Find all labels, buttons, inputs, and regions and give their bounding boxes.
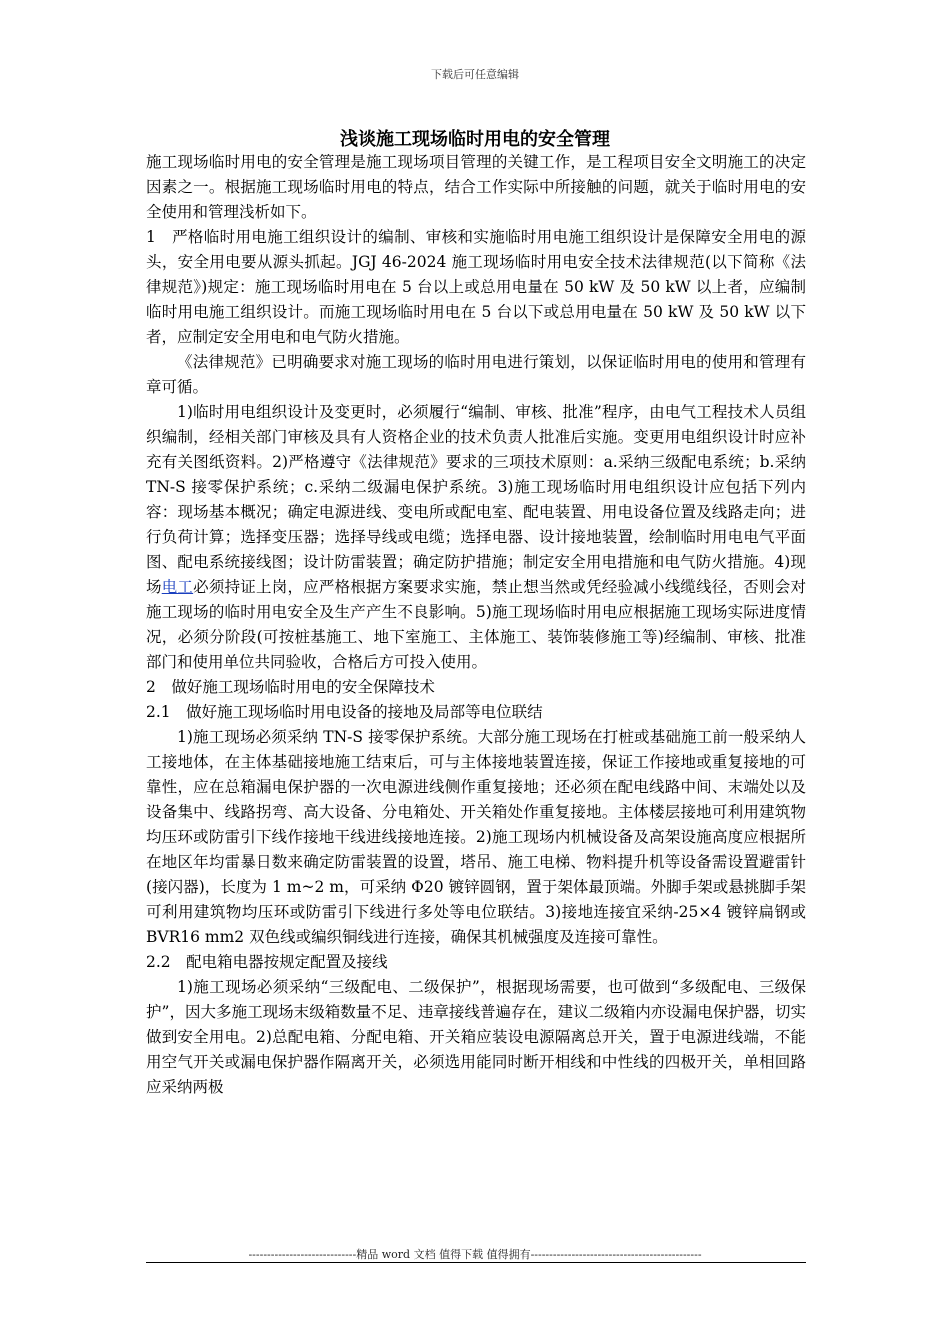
paragraph-text: 必须持证上岗，应严格根据方案要求实施，禁止想当然或凭经验减小线缆线径，否则会对施工现场的临时用电安全及生产产生不良影响。5)施工现场临时用电应根据施工现场实际进度情况，必须分阶段(可按桩基施工、地下室施工、主体施工、装饰装修施工等)经编制、审核、批准部门和使用单位共同验收，合格后方可投入使用。 — [146, 578, 806, 671]
paragraph-requirements — [146, 400, 806, 675]
document-title: 浅谈施工现场临时用电的安全管理 — [340, 129, 610, 150]
document-body — [146, 150, 806, 1100]
header-note: 下载后可任意编辑 — [431, 68, 519, 81]
footer-banner: -----------------------------精品 word 文档 值得下载 值得拥有---------------------------------------------- — [248, 1248, 702, 1261]
paragraph-distribution: 1)施工现场必须采纳“三级配电、二级保护”，根据现场需要，也可做到“多级配电、三级保护”，因大多施工现场末级箱数量不足、违章接线普遍存在，建议二级箱内亦设漏电保护器，切实做到安全用电。2)总配电箱、分配电箱、开关箱应装设电源隔离总开关，置于电源进线端，不能用空气开关或漏电保护器作隔离开关，必须选用能同时断开相线和中性线的四极开关，单相回路应采纳两极 — [146, 978, 806, 1096]
paragraph-text: 1)临时用电组织设计及变更时，必须履行“编制、审核、批准”程序，由电气工程技术人员组织编制，经相关部门审核及具有人资格企业的技术负责人批准后实施。变更用电组织设计时应补充有关图纸资料。2)严格遵守《法律规范》要求的三项技术原则：a.采纳三级配电系统；b.采纳 TN-S 接零保护系统；c.采纳二级漏电保护系统。3)施工现场临时用电组织设计应包括下列内容：现场基本概况；确定电源进线、变电所或配电室、配电装置、用电设备位置及线路走向；进行负荷计算；选择变压器；选择导线或电缆；选择电器、设计接地装置，绘制临时用电电气平面图、配电系统接线图；设计防雷装置；确定防护措施；制定安全用电措施和电气防火措施。4)现场 — [146, 403, 806, 596]
electrician-link[interactable]: 电工 — [161, 578, 194, 596]
paragraph-regulation: 《法律规范》已明确要求对施工现场的临时用电进行策划，以保证临时用电的使用和管理有章可循。 — [146, 353, 806, 396]
paragraph-grounding: 1)施工现场必须采纳 TN-S 接零保护系统。大部分施工现场在打桩或基础施工前一般采纳人工接地体，在主体基础接地施工结束后，可与主体接地装置连接，保证工作接地或重复接地的可靠性，应在总箱漏电保护器的一次电源进线侧作重复接地；还必须在配电线路中间、末端处以及设备集中、线路拐弯、高大设备、分电箱处、开关箱处作重复接地。主体楼层接地可利用建筑物均压环或防雷引下线作接地干线进线接地连接。2)施工现场内机械设备及高架设施高度应根据所在地区年均雷暴日数来确定防雷装置的设置，塔吊、施工电梯、物料提升机等设备需设置避雷针(接闪器)，长度为 1 m~2 m，可采纳 Φ20 镀锌圆钢，置于架体最顶端。外脚手架或悬挑脚手架可利用建筑物均压环或防雷引下线进行多处等电位联结。3)接地连接宜采纳-25×4 镀锌扁钢或 BVR16 mm2 双色线或编织铜线进行连接，确保其机械强度及连接可靠性。 — [146, 728, 806, 946]
footer-divider — [146, 1262, 806, 1263]
section-heading-2-2: 2.2 配电箱电器按规定配置及接线 — [146, 953, 388, 971]
section-heading-2: 2 做好施工现场临时用电的安全保障技术 — [146, 678, 435, 696]
paragraph-intro: 施工现场临时用电的安全管理是施工现场项目管理的关键工作，是工程项目安全文明施工的决定因素之一。根据施工现场临时用电的特点，结合工作实际中所接触的问题，就关于临时用电的安全使用和管理浅析如下。 — [146, 153, 806, 221]
section-heading-2-1: 2.1 做好施工现场临时用电设备的接地及局部等电位联结 — [146, 703, 543, 721]
paragraph-section-1: 1 严格临时用电施工组织设计的编制、审核和实施临时用电施工组织设计是保障安全用电的源头，安全用电要从源头抓起。JGJ 46-2024 施工现场临时用电安全技术法律规范(以下简称《法律规范》)规定：施工现场临时用电在 5 台以上或总用电量在 50 kW 及 50 kW 以上者，应编制临时用电施工组织设计。而施工现场临时用电在 5 台以下或总用电量在 50 kW 及 50 kW 以下者，应制定安全用电和电气防火措施。 — [146, 228, 806, 346]
